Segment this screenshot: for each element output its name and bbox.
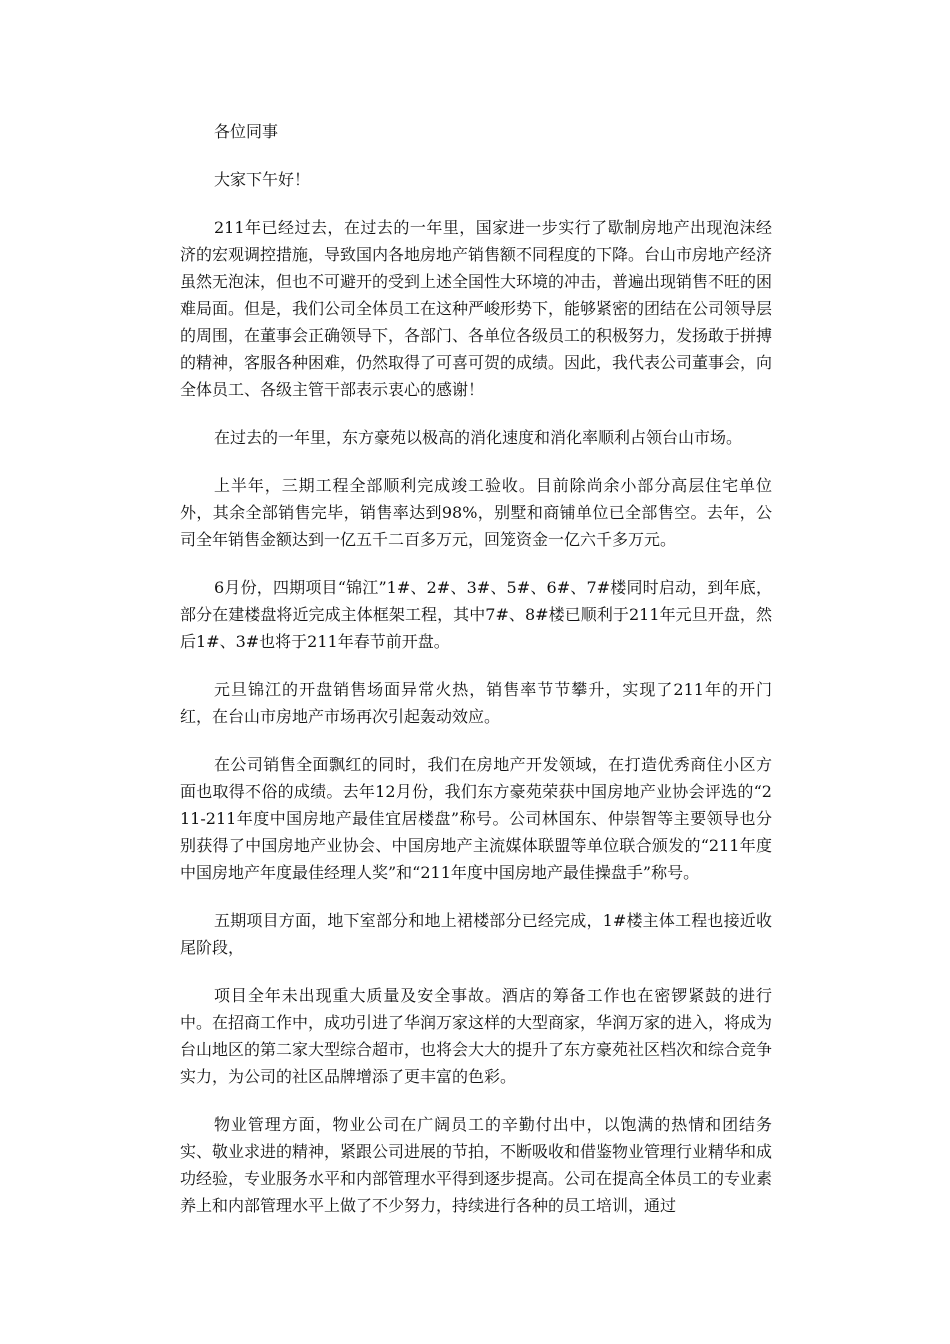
paragraph: 在公司销售全面飘红的同时，我们在房地产开发领域，在打造优秀商住小区方面也取得不俗的成绩。去年12月份，我们东方豪苑荣获中国房地产业协会评选的“211-211年度中国房地产最佳宜居楼盘”称号。公司林国东、仲崇智等主要领导也分别获得了中国房地产业协会、中国房地产主流媒体联盟等单位联合颁发的“211年度中国房地产年度最佳经理人奖”和“211年度中国房地产最佳操盘手”称号。: [180, 755, 772, 882]
paragraph: 211年已经过去，在过去的一年里，国家进一步实行了歇制房地产出现泡沫经济的宏观调控措施，导致国内各地房地产销售额不同程度的下降。台山市房地产经济虽然无泡沫，但也不可避开的受到上述全国性大环境的冲击，普遍出现销售不旺的困难局面。但是，我们公司全体员工在这种严峻形势下，能够紧密的团结在公司领导层的周围，在董事会正确领导下，各部门、各单位各级员工的积极努力，发扬敢于拼搏的精神，客服各种困难，仍然取得了可喜可贺的成绩。因此，我代表公司董事会，向全体员工、各级主管干部表示衷心的感谢！: [180, 218, 773, 399]
paragraph: 物业管理方面，物业公司在广阔员工的辛勤付出中，以饱满的热情和团结务实、敬业求进的精神，紧跟公司进展的节拍，不断吸收和借鉴物业管理行业精华和成功经验，专业服务水平和内部管理水平得到逐步提高。公司在提高全体员工的专业素养上和内部管理水平上做了不少努力，持续进行各种的员工培训，通过: [180, 1115, 773, 1215]
greeting: 大家下午好！: [214, 170, 311, 189]
paragraph: 6月份，四期项目“锦江”1#、2#、3#、5#、6#、7#楼同时启动，到年底，部分在建楼盘将近完成主体框架工程，其中7#、8#楼已顺利于211年元旦开盘，然后1#、3#也将于211年春节前开盘。: [180, 578, 772, 651]
document-body: [180, 118, 772, 1240]
paragraph: 元旦锦江的开盘销售场面异常火热，销售率节节攀升，实现了211年的开门红，在台山市房地产市场再次引起轰动效应。: [180, 680, 772, 726]
paragraph: 在过去的一年里，东方豪苑以极高的消化速度和消化率顺利占领台山市场。: [214, 428, 743, 447]
paragraph: 项目全年未出现重大质量及安全事故。酒店的筹备工作也在密锣紧鼓的进行中。在招商工作中，成功引进了华润万家这样的大型商家，华润万家的进入，将成为台山地区的第二家大型综合超市，也将会大大的提升了东方豪苑社区档次和综合竞争实力，为公司的社区品牌增添了更丰富的色彩。: [180, 986, 773, 1086]
paragraph: 上半年，三期工程全部顺利完成竣工验收。目前除尚余小部分高层住宅单位外，其余全部销售完毕，销售率达到98%，别墅和商铺单位已全部售空。去年，公司全年销售金额达到一亿五千二百多万元，回笼资金一亿六千多万元。: [180, 476, 772, 549]
paragraph: 五期项目方面，地下室部分和地上裙楼部分已经完成，1#楼主体工程也接近收尾阶段，: [180, 911, 772, 957]
salutation: 各位同事: [214, 122, 279, 141]
